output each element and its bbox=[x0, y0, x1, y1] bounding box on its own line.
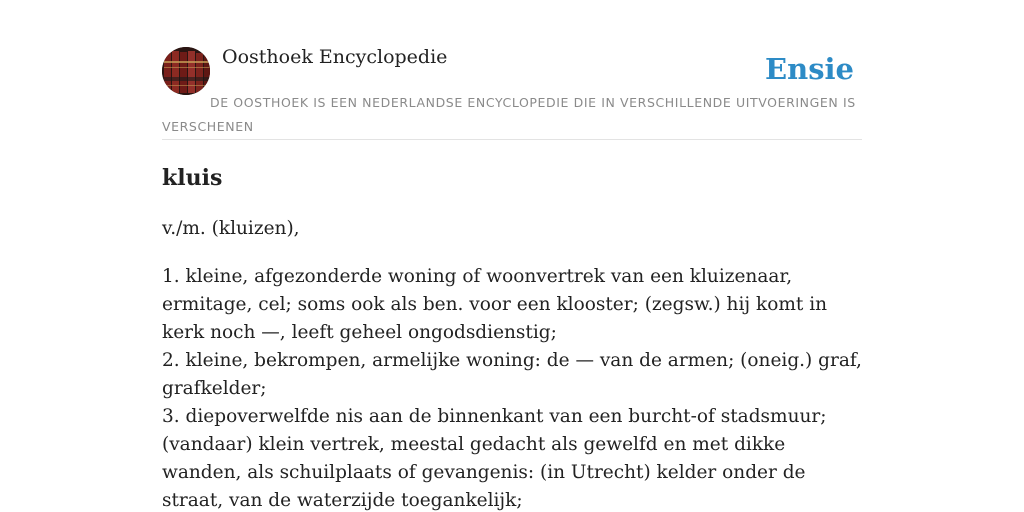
definition-line: 1. kleine, afgezonderde woning of woonvertrek van een kluizenaar, ermitage, cel; soms ook als ben. voor een klooster; (zegsw.) hij komt in kerk noch —, leeft geheel ongodsdienstig; bbox=[162, 266, 828, 343]
site-tagline: DE OOSTHOEK IS EEN NEDERLANDSE ENCYCLOPEDIE DIE IN VERSCHILLENDE UITVOERINGEN IS VERSCHENEN bbox=[162, 95, 856, 134]
brand-logo[interactable]: Ensie bbox=[765, 52, 854, 86]
header-divider bbox=[162, 139, 862, 140]
entry-term: kluis bbox=[162, 165, 223, 191]
entry-definition bbox=[162, 263, 867, 512]
encyclopedia-books-icon bbox=[162, 47, 210, 95]
site-avatar[interactable] bbox=[162, 47, 210, 95]
definition-line: 3. diepoverwelfde nis aan de binnenkant van een burcht-of stadsmuur; (vandaar) klein vertrek, meestal gedacht als gewelfd en met dikke wanden, als schuilplaats of gevangenis: (in Utrecht) kelder onder de straat, van de waterzijde toegankelijk; bbox=[162, 406, 827, 511]
entry-grammar: v./m. (kluizen), bbox=[162, 218, 300, 239]
definition-line: 2. kleine, bekrompen, armelijke woning: de — van de armen; (oneig.) graf, grafkelder; bbox=[162, 350, 862, 399]
site-name[interactable]: Oosthoek Encyclopedie bbox=[222, 46, 448, 68]
